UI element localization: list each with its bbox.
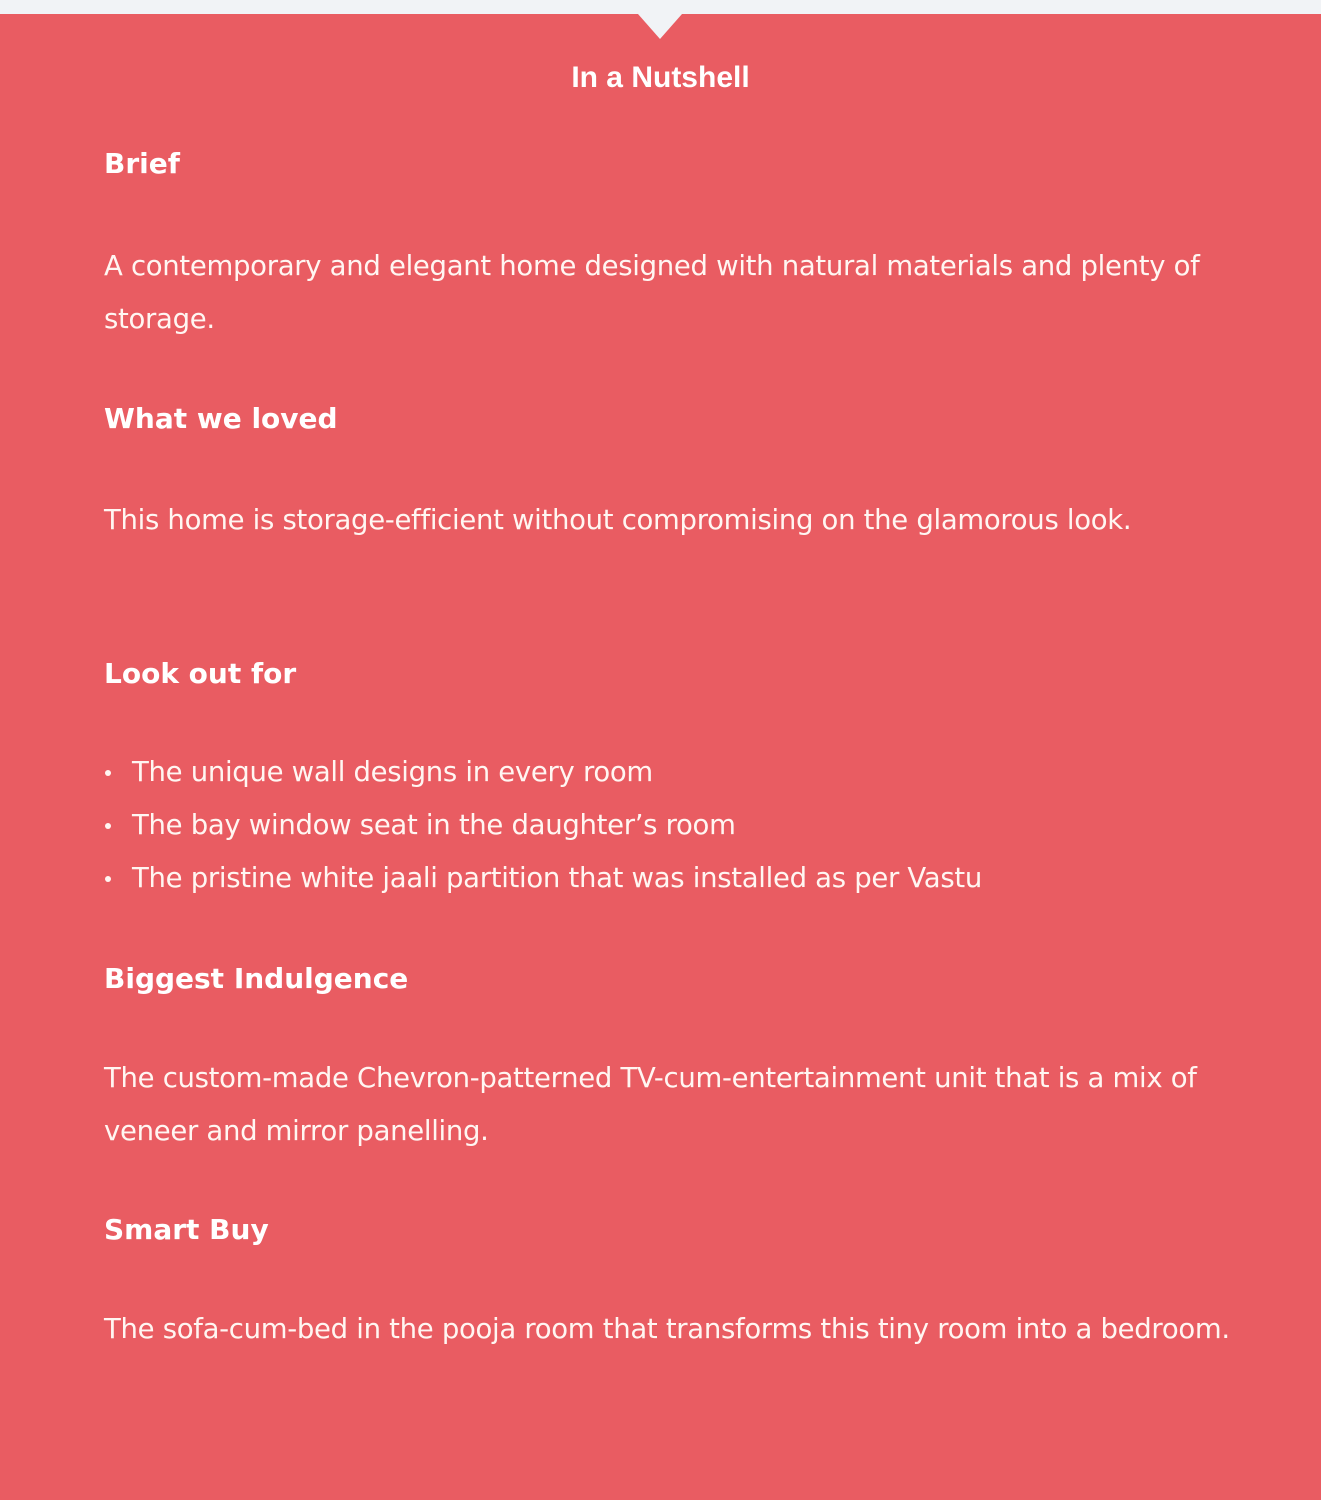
section-text-what-we-loved: This home is storage-efficient without compromising on the glamorous look. — [104, 504, 1132, 536]
top-strip — [0, 0, 1321, 14]
card-title: In a Nutshell — [571, 61, 750, 94]
list-item-text: The bay window seat in the daughter’s room — [132, 809, 736, 841]
pointer-notch — [638, 14, 682, 39]
bullet-icon — [105, 876, 111, 882]
section-text-brief: A contemporary and elegant home designed with natural materials and plenty of storage. — [104, 250, 1200, 335]
list-item — [104, 746, 982, 799]
list-item-text: The unique wall designs in every room — [132, 756, 653, 788]
list-item — [104, 799, 982, 852]
section-heading-what-we-loved: What we loved — [104, 402, 338, 435]
bullet-icon — [105, 823, 111, 829]
list-item-text: The pristine white jaali partition that was installed as per Vastu — [132, 862, 982, 894]
list-item — [104, 852, 982, 905]
section-heading-brief: Brief — [104, 147, 180, 180]
section-heading-smart-buy: Smart Buy — [104, 1213, 269, 1246]
section-heading-look-out-for: Look out for — [104, 657, 297, 690]
bullet-icon — [105, 770, 111, 776]
look-out-for-list — [104, 746, 982, 905]
section-text-smart-buy: The sofa-cum-bed in the pooja room that transforms this tiny room into a bedroom. — [104, 1313, 1230, 1345]
section-text-biggest-indulgence: The custom-made Chevron-patterned TV-cum-entertainment unit that is a mix of veneer and mirror panelling. — [104, 1062, 1197, 1147]
section-heading-biggest-indulgence: Biggest Indulgence — [104, 962, 409, 995]
